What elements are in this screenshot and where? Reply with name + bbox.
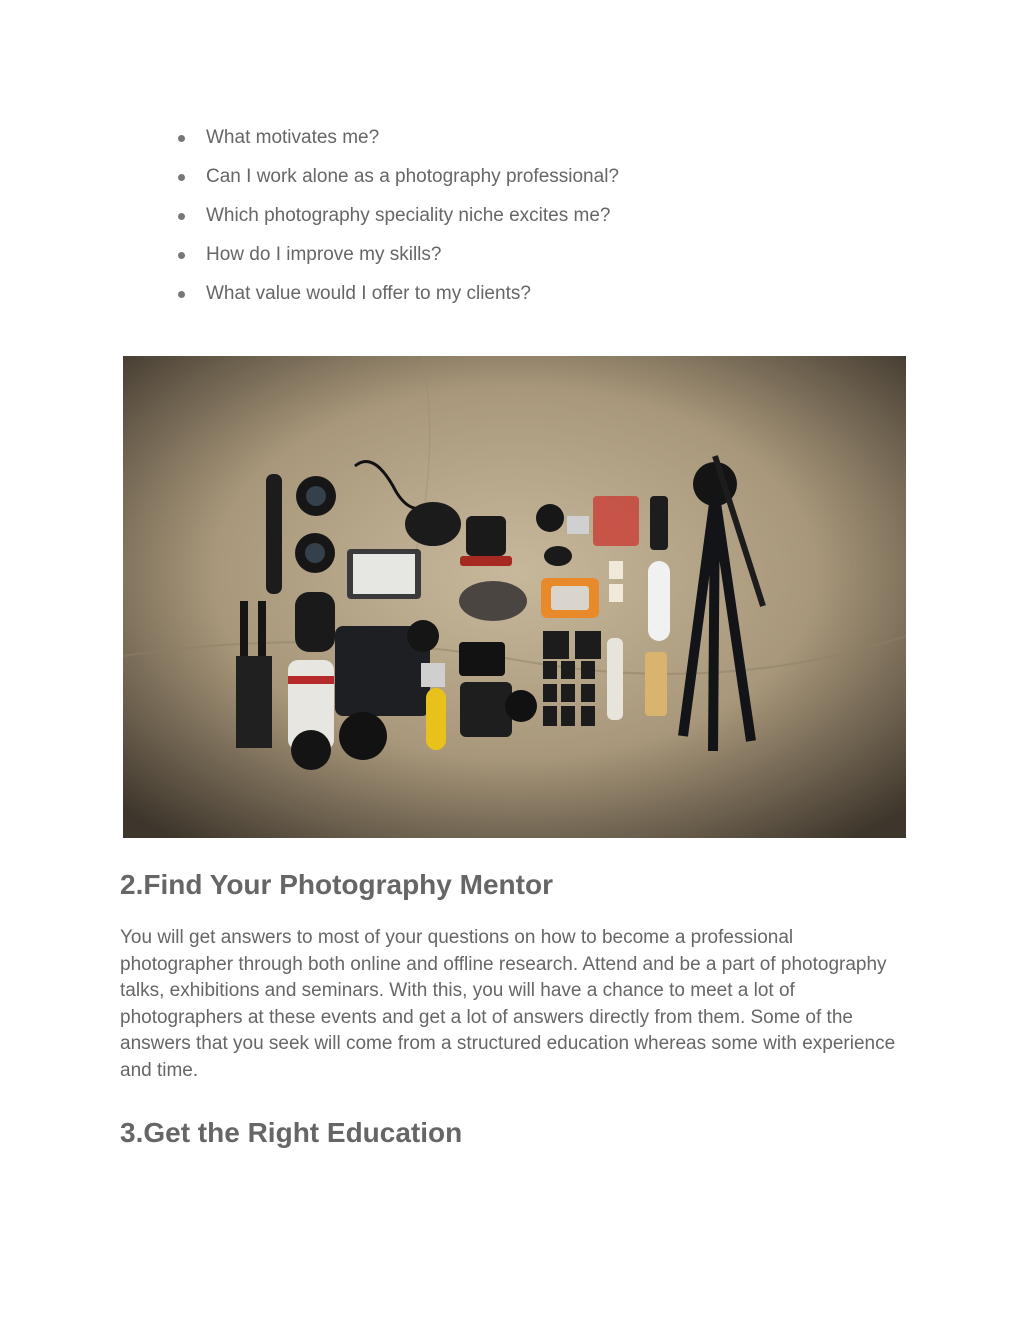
camera-gear-photo (123, 356, 906, 838)
section-heading-mentor: 2.Find Your Photography Mentor (120, 869, 553, 900)
list-item-text: Can I work alone as a photography professional? (206, 166, 619, 187)
bullet-icon (178, 135, 185, 142)
list-item (176, 204, 619, 228)
section-body-mentor: You will get answers to most of your questions on how to become a professional photographer through both online and offline research. Attend and be a part of photography talks, exhibitions and seminars. With this, you will have a chance to meet a lot of photographers at these events and get a lot of answers directly from them. Some of the answers that you seek will come from a structured education whereas some with experience and time. (120, 927, 896, 1081)
bullet-icon (178, 252, 185, 259)
question-list (176, 126, 619, 321)
list-item-text: What value would I offer to my clients? (206, 283, 531, 304)
list-item (176, 282, 619, 306)
bullet-icon (178, 291, 185, 298)
list-item-text: Which photography speciality niche excites me? (206, 205, 611, 226)
list-item-text: How do I improve my skills? (206, 244, 442, 265)
list-item-text: What motivates me? (206, 127, 380, 148)
list-item (176, 243, 619, 267)
list-item (176, 165, 619, 189)
bullet-icon (178, 174, 185, 181)
list-item (176, 126, 619, 150)
bullet-icon (178, 213, 185, 220)
section-heading-education: 3.Get the Right Education (120, 1117, 463, 1148)
